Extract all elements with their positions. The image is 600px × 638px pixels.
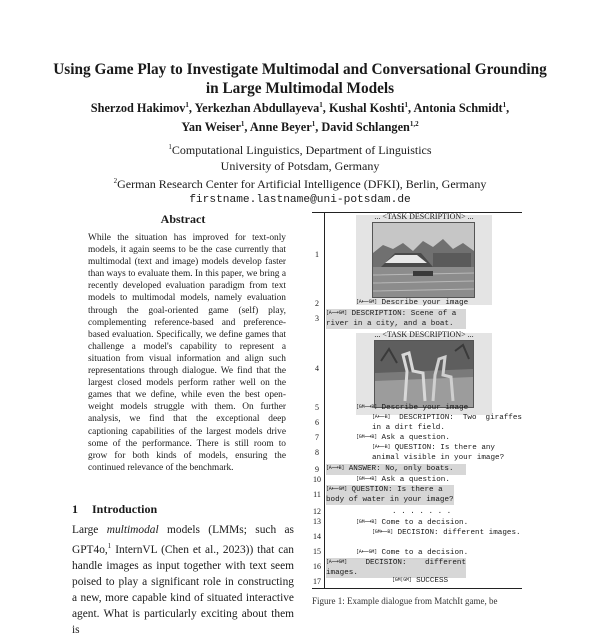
section-number: 1	[72, 502, 78, 516]
line-number: 17	[313, 577, 321, 586]
author-affiliation-sup: 1	[502, 101, 507, 109]
affiliation-sup: 1	[168, 143, 172, 151]
ellipsis-separator: . . . . . . .	[392, 508, 452, 516]
abstract-heading: Abstract	[160, 212, 206, 226]
author-affiliation-sup: 1	[311, 120, 316, 129]
message-tag: [GM⟶B]	[356, 404, 377, 410]
message-text: Describe your image	[381, 404, 469, 412]
dialogue-message	[392, 576, 512, 587]
line-number: 8	[315, 448, 319, 457]
author-affiliation-sup: 1	[185, 101, 189, 109]
section-heading	[72, 502, 157, 517]
footnote-marker: 1	[107, 542, 112, 550]
message-text: SUCCESS	[416, 577, 449, 585]
line-number: 7	[315, 433, 319, 442]
affiliation-1-line-1: Computational Linguistics, Department of Linguistics	[171, 143, 432, 157]
dialogue-message	[356, 518, 506, 529]
dialogue-message	[326, 464, 466, 475]
dialogue-message	[356, 548, 506, 559]
dialogue-message	[356, 433, 506, 444]
abstract-text: While the situation has improved for text-only models, it again seems to be the case currently that multimodal (text and image) models develop faster than ways to evaluate them. In this paper, we bring a recently developed evaluation paradigm from text models to multimodal models, namely evaluation through the goal-oriented game (self) play, complementing reference-based and preference-based evaluation. Specifically, we define games that challenge a model's capability to represent a situation from visual information and align such representations through dialogue. We find that the largest closed models perform rather well on the games that we define, while even the best open-weight models struggle with them. On further analysis, we find that the exceptional deep captioning capabilities of the largest models drive some of the performance. There is still room to grow for both kinds of models, ensuring the continued relevance of the benchmark.	[88, 233, 286, 473]
author-name: Yerkezhan Abdullayeva	[194, 101, 320, 116]
dialogue-message	[372, 528, 522, 539]
message-text: Describe your image	[381, 299, 469, 307]
line-number: 3	[315, 314, 319, 323]
message-text: Come to a decision.	[381, 549, 469, 557]
dialogue-message	[372, 443, 522, 463]
author-affiliation-sup: 1,2	[409, 120, 419, 129]
author-affiliation-sup: 1	[240, 120, 245, 129]
river-city-boat-image	[372, 222, 475, 298]
affiliation-2: German Research Center for Artificial Intelligence (DFKI), Berlin, Germany	[117, 177, 487, 191]
dialogue-message	[326, 309, 466, 329]
line-number: 12	[313, 507, 321, 516]
dialogue-message	[356, 298, 506, 309]
message-tag: [A⟵GM]	[356, 299, 377, 305]
line-number: 9	[315, 465, 319, 474]
task-description-label: ... <TASK DESCRIPTION> ...	[374, 212, 474, 221]
message-text: QUESTION: Is there any animal visible in your image?	[372, 444, 505, 462]
paper-title	[40, 60, 560, 98]
message-tag: [GM⟶B]	[356, 476, 377, 482]
line-number: 11	[313, 490, 321, 499]
author-list: Sherzod Hakimov$^1$, Yerkezhan Abdullayeva$^1$, Kushal Koshti$^1$, Antonia Schmidt$^1$, Yan Weiser$^1$, Anne Beyer$^1$, David Schlangen$^{1,2}$	[90, 101, 510, 135]
message-text: QUESTION: Is there a body of water in your image?	[326, 486, 454, 504]
message-tag: [A⟵GM]	[326, 486, 347, 492]
line-number: 4	[315, 364, 319, 373]
message-text: Come to a decision.	[381, 519, 469, 527]
author-name: Yan Weiser	[181, 120, 241, 135]
dialogue-message	[372, 413, 522, 433]
figure-line-number-divider	[324, 212, 325, 588]
author-name: Antonia Schmidt	[413, 101, 503, 116]
giraffes-dirt-field-image	[374, 340, 474, 408]
section-title: Introduction	[92, 502, 158, 516]
message-text: DECISION: different images.	[326, 559, 466, 577]
author-email: firstname.lastname@uni-potsdam.de	[189, 193, 411, 206]
message-text: DESCRIPTION: Scene of a river in a city, and a boat.	[326, 310, 457, 328]
line-number: 13	[313, 517, 321, 526]
intro-paragraph: Large multimodal models (LMMs; such as GPT4o,$^1$ InternVL (Chen et al., 2023)) that can handle images as input together with text seem poised to play a significant role in constructing a new, more capable kind of situated interactive agent. What is particularly exciting about them is	[72, 524, 294, 636]
author-affiliation-sup: 1	[319, 101, 323, 109]
affiliations	[40, 140, 560, 208]
affiliation-sup: 2	[113, 177, 118, 185]
emphasis-multimodal: multimodal	[106, 524, 159, 536]
figure-1-dialogue	[312, 212, 522, 606]
message-tag: [A⟶GM]	[326, 559, 347, 565]
dialogue-message	[326, 485, 454, 505]
message-tag: [A⟶GM]	[326, 310, 347, 316]
figure-bottom-rule	[312, 588, 522, 589]
line-number: 15	[313, 547, 321, 556]
message-text: ANSWER: No, only boats.	[348, 465, 454, 473]
message-tag: [GM|GM]	[392, 577, 412, 583]
message-text: DECISION: different images.	[397, 529, 521, 537]
message-text: Ask a question.	[381, 476, 450, 484]
line-number: 10	[313, 475, 321, 484]
author-affiliation-sup: 1	[404, 101, 408, 109]
message-tag: [A⟵B]	[372, 414, 391, 420]
line-number: 14	[313, 532, 321, 541]
message-tag: [A⟶B]	[326, 465, 345, 471]
message-text: Ask a question.	[381, 434, 450, 442]
title-line-1: Using Game Play to Investigate Multimodal and Conversational Grounding	[53, 61, 547, 78]
author-name: David Schlangen	[321, 120, 410, 135]
message-tag: [A⟵B]	[372, 444, 391, 450]
message-tag: [GM⟶B]	[356, 434, 377, 440]
message-text: DESCRIPTION: Two giraffes in a dirt field.	[372, 414, 522, 432]
line-number: 5	[315, 403, 319, 412]
line-number: 6	[315, 418, 319, 427]
dialogue-message	[356, 403, 506, 414]
author-name: Sherzod Hakimov	[90, 101, 186, 116]
line-number: 2	[315, 299, 319, 308]
task-description-label: ... <TASK DESCRIPTION> ...	[374, 330, 474, 339]
line-number: 16	[313, 562, 321, 571]
line-number: 1	[315, 250, 319, 259]
dialogue-message	[356, 475, 506, 486]
message-tag: [GM⟵B]	[372, 529, 393, 535]
title-line-2: in Large Multimodal Models	[205, 80, 395, 97]
message-tag: [GM⟶B]	[356, 519, 377, 525]
author-name: Anne Beyer	[249, 120, 312, 135]
message-tag: [A⟵GM]	[356, 549, 377, 555]
figure-caption: Figure 1: Example dialogue from MatchIt game, be	[312, 596, 498, 606]
affiliation-1-line-2: University of Potsdam, Germany	[220, 158, 380, 173]
author-name: Kushal Koshti	[328, 101, 405, 116]
